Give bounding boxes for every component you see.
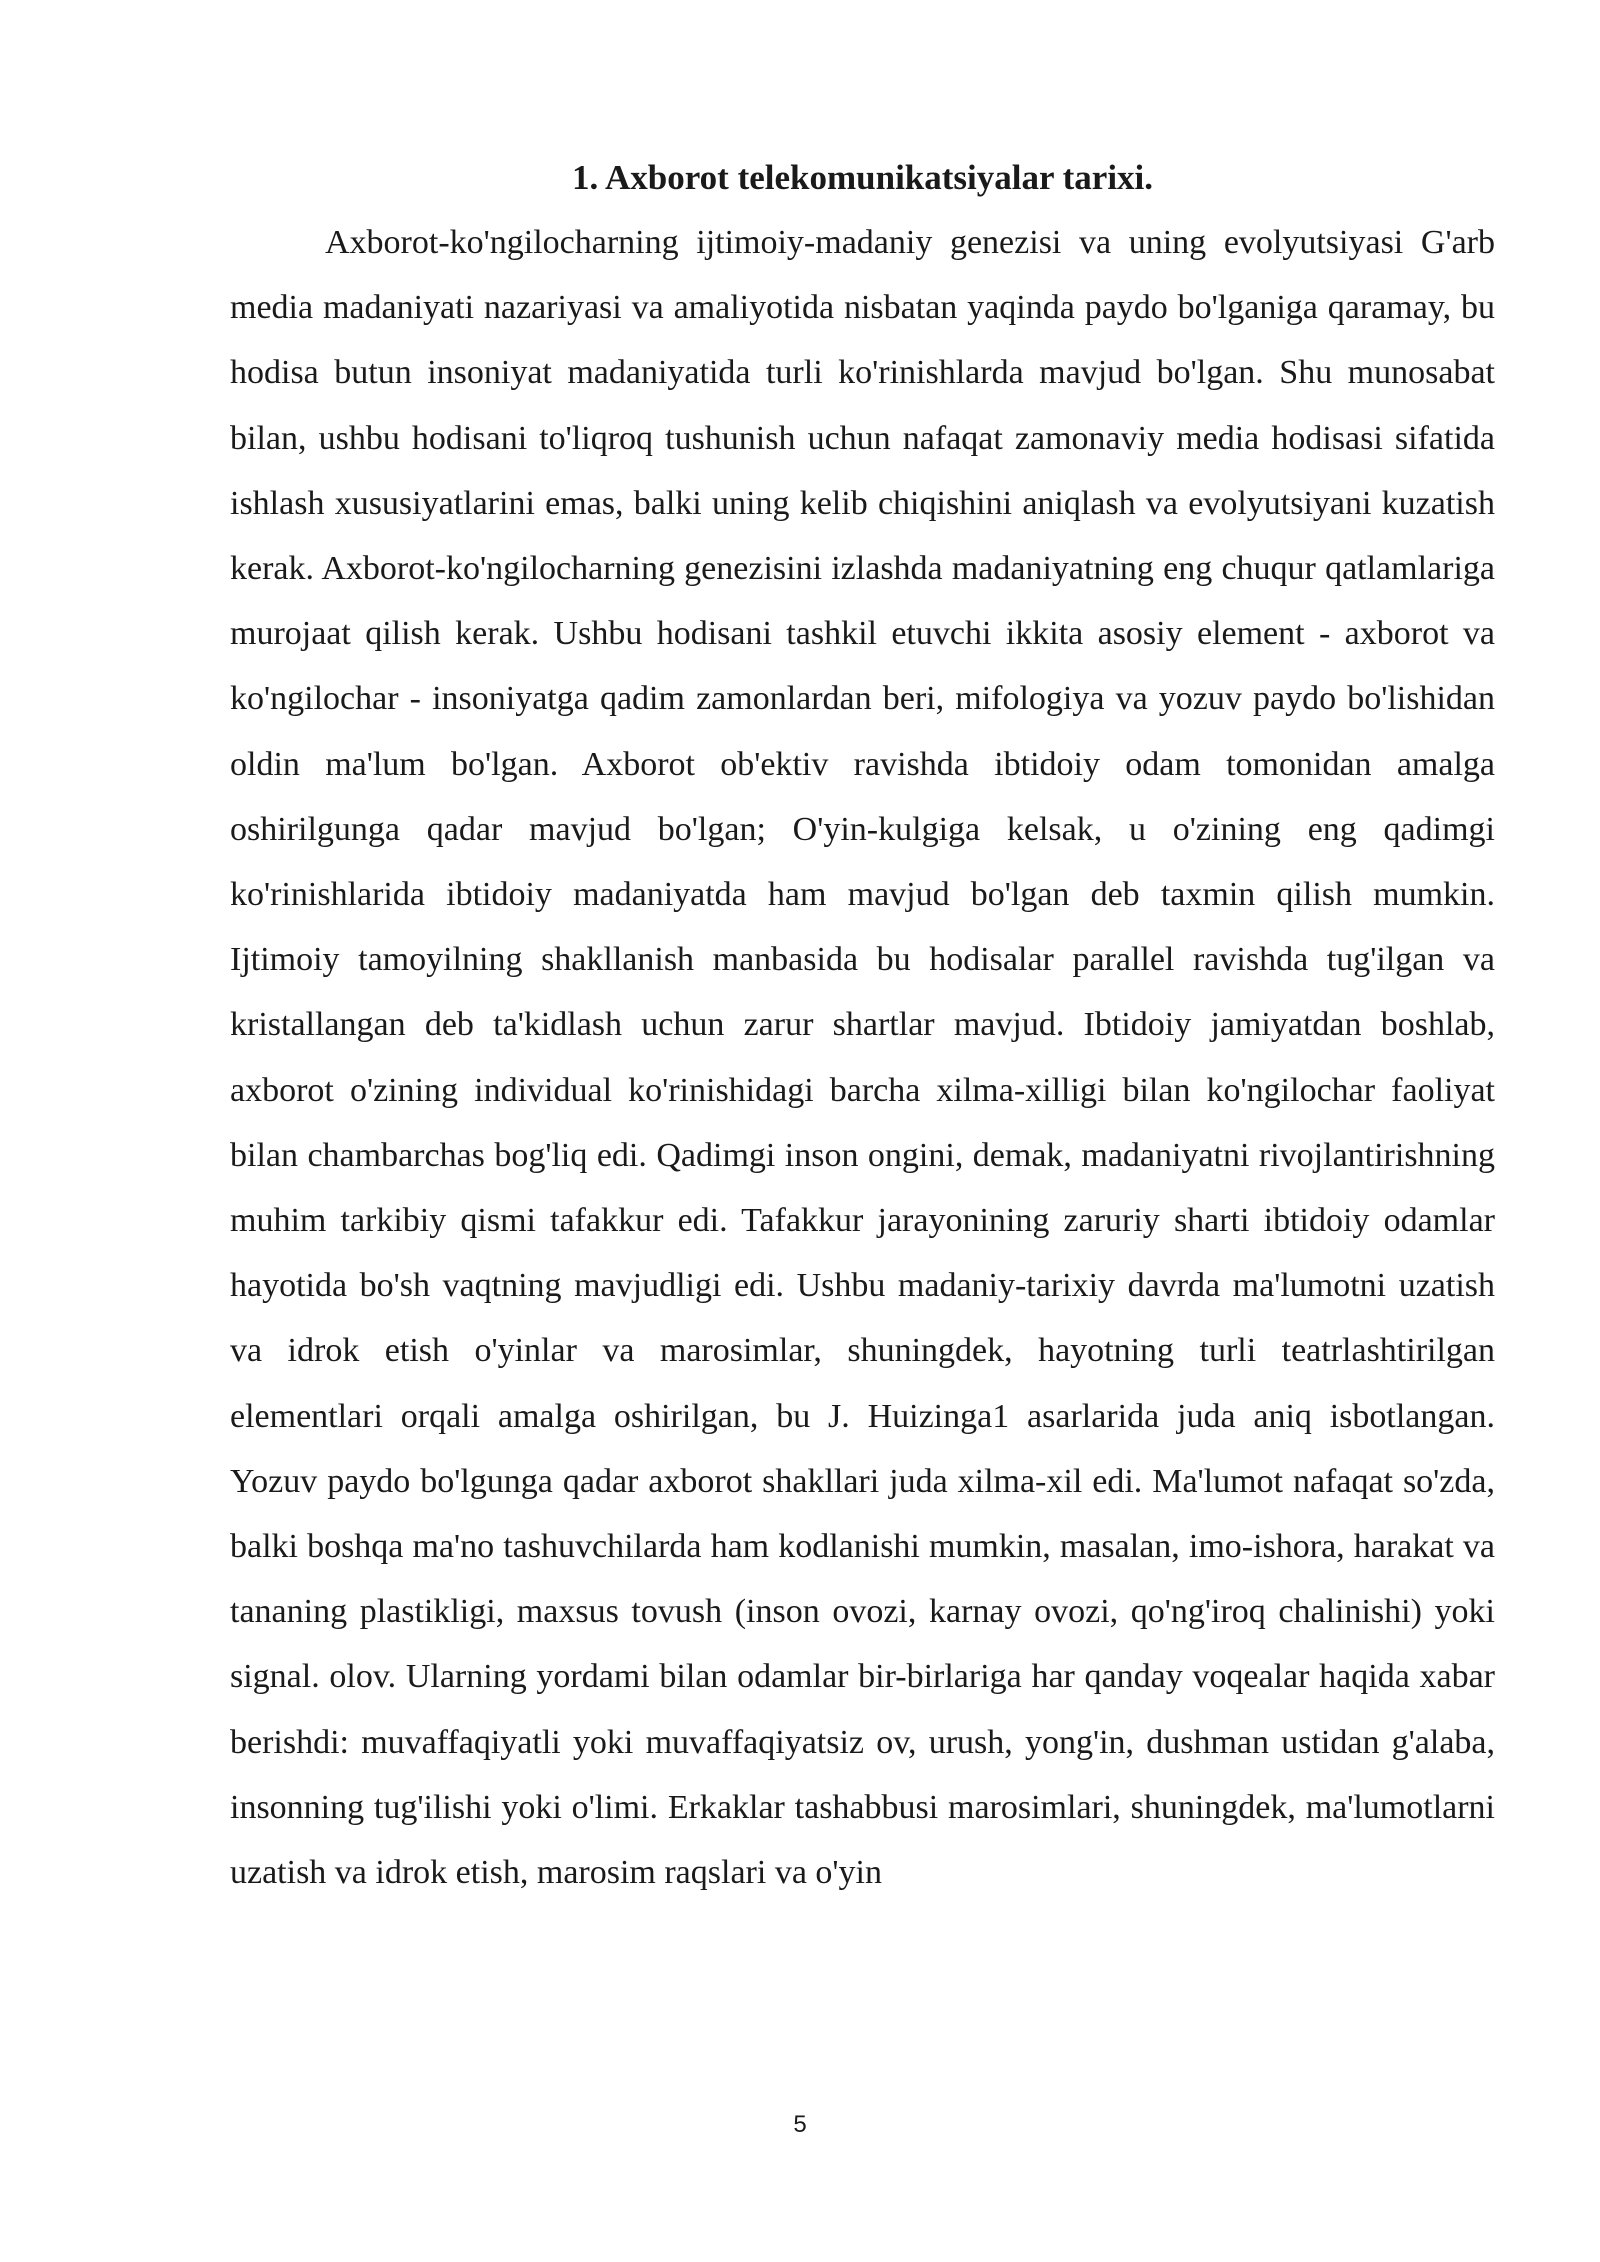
page-number: 5 <box>793 2111 807 2138</box>
body-paragraph: Axborot-ko'ngilocharning ijtimoiy-madaniy genezisi va uning evolyutsiyasi G'arb media madaniyati nazariyasi va amaliyotida nisbatan yaqinda paydo bo'lganiga qaramay, bu hodisa butun insoniyat madaniyatida turli ko'rinishlarda mavjud bo'lgan. Shu munosabat bilan, ushbu hodisani to'liqroq tushunish uchun nafaqat zamonaviy media hodisasi sifatida ishlash xususiyatlarini emas, balki uning kelib chiqishini aniqlash va evolyutsiyani kuzatish kerak. Axborot-ko'ngilocharning genezisini izlashda madaniyatning eng chuqur qatlamlariga murojaat qilish kerak. Ushbu hodisani tashkil etuvchi ikkita asosiy element - axborot va ko'ngilochar - insoniyatga qadim zamonlardan beri, mifologiya va yozuv paydo bo'lishidan oldin ma'lum bo'lgan. Axborot ob'ektiv ravishda ibtidoiy odam tomonidan amalga oshirilgunga qadar mavjud bo'lgan; O'yin-kulgiga kelsak, u o'zining eng qadimgi ko'rinishlarida ibtidoiy madaniyatda ham mavjud bo'lgan deb taxmin qilish mumkin. Ijtimoiy tamoyilning shakllanish manbasida bu hodisalar parallel ravishda tug'ilgan va kristallangan deb ta'kidlash uchun zarur shartlar mavjud. Ibtidoiy jamiyatdan boshlab, axborot o'zining individual ko'rinishidagi barcha xilma-xilligi bilan ko'ngilochar faoliyat bilan chambarchas bog'liq edi. Qadimgi inson ongini, demak, madaniyatni rivojlantirishning muhim tarkibiy qismi tafakkur edi. Tafakkur jarayonining zaruriy sharti ibtidoiy odamlar hayotida bo'sh vaqtning mavjudligi edi. Ushbu madaniy-tarixiy davrda ma'lumotni uzatish va idrok etish o'yinlar va marosimlar, shuningdek, hayotning turli teatrlashtirilgan elementlari orqali amalga oshirilgan, bu J. Huizinga1 asarlarida juda aniq isbotlangan. Yozuv paydo bo'lgunga qadar axborot shakllari juda xilma-xil edi. Ma'lumot nafaqat so'zda, balki boshqa ma'no tashuvchilarda ham kodlanishi mumkin, masalan, imo-ishora, harakat va tananing plastikligi, maxsus tovush (inson ovozi, karnay ovozi, qo'ng'iroq chalinishi) yoki signal. olov. Ularning yordami bilan odamlar bir-birlariga har qanday voqealar haqida xabar berishdi: muvaffaqiyatli yoki muvaffaqiyatsiz ov, urush, yong'in, dushman ustidan g'alaba, insonning tug'ilishi yoki o'limi. Erkaklar tashabbusi marosimlari, shuningdek, ma'lumotlarni uzatish va idrok etish, marosim raqslari va o'yin <box>230 224 1495 1892</box>
section-heading: 1. Axborot telekomunikatsiyalar tarixi. <box>571 158 1154 197</box>
